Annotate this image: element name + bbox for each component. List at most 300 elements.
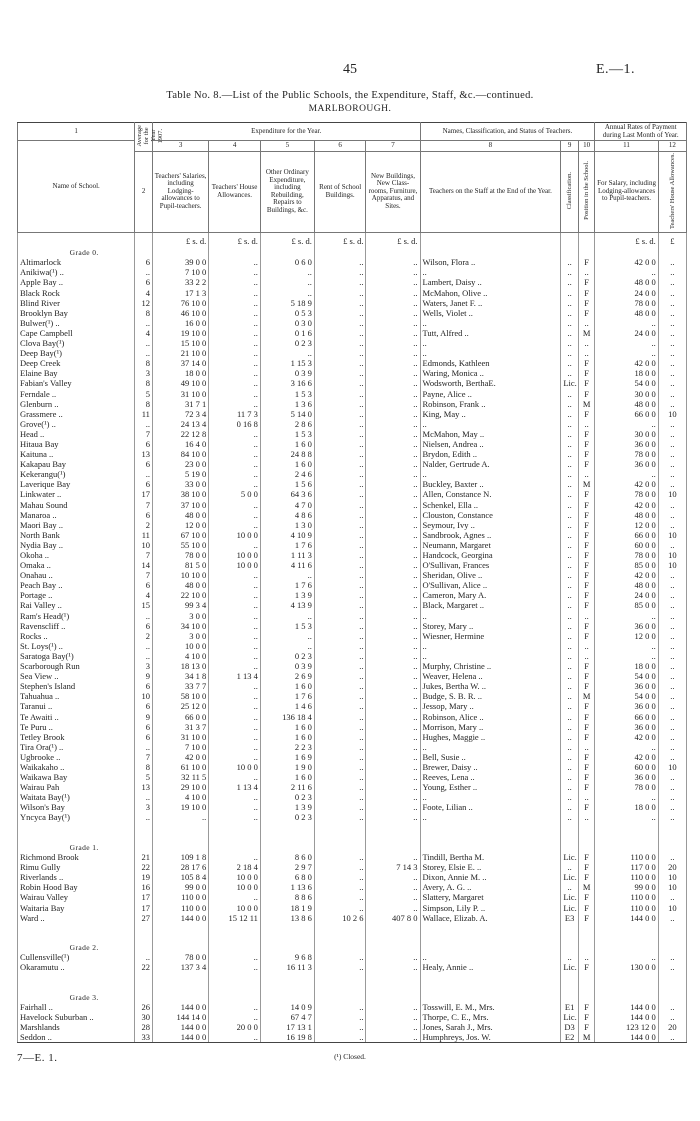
salaries-amount: 12 0 0 (152, 520, 208, 530)
average-attendance: .. (135, 339, 153, 349)
classification: .. (561, 490, 579, 500)
house-allowance-amount: .. (209, 268, 261, 278)
classification: Lic. (561, 963, 579, 973)
rent-amount: .. (314, 258, 366, 268)
other-expenditure-amount: 0 1 6 (260, 329, 314, 339)
school-name: Waitata Bay(¹) (18, 793, 135, 803)
teacher-name: Brydon, Edith .. (420, 450, 561, 460)
salary-rate: 48 0 0 (595, 581, 658, 591)
house-allowance-amount: .. (209, 379, 261, 389)
classification: .. (561, 329, 579, 339)
salary-rate: 12 0 0 (595, 520, 658, 530)
position: M (578, 399, 594, 409)
other-expenditure-amount: 0 2 3 (260, 652, 314, 662)
house-allowance-rate: .. (658, 268, 686, 278)
table-row (18, 1003, 687, 1013)
table-row (18, 692, 687, 702)
teacher-name: .. (420, 268, 561, 278)
table-row (18, 913, 687, 923)
rent-amount: .. (314, 732, 366, 742)
classification: .. (561, 419, 579, 429)
school-name: Riverlands .. (18, 873, 135, 883)
salaries-amount: 37 14 0 (152, 359, 208, 369)
header-col-4-number: 4 (209, 141, 261, 152)
school-name: Clova Bay(¹) (18, 339, 135, 349)
table-row (18, 642, 687, 652)
other-expenditure-amount: 5 14 0 (260, 409, 314, 419)
teacher-name: King, May .. (420, 409, 561, 419)
house-allowance-amount: 1 13 4 (209, 672, 261, 682)
house-allowance-rate: .. (658, 369, 686, 379)
new-buildings-amount: .. (366, 409, 420, 419)
rent-amount: .. (314, 893, 366, 903)
header-rates-group: Annual Rates of Payment during Last Month of Year. (595, 123, 687, 141)
position: .. (578, 268, 594, 278)
classification: .. (561, 531, 579, 541)
school-name: Seddon .. (18, 1033, 135, 1043)
teacher-name: McMahon, Olive .. (420, 288, 561, 298)
new-buildings-amount: .. (366, 369, 420, 379)
table-row (18, 652, 687, 662)
header-expenditure-group: Expenditure for the Year. (152, 123, 420, 141)
classification: .. (561, 288, 579, 298)
table-row (18, 682, 687, 692)
teacher-name: Sheridan, Olive .. (420, 571, 561, 581)
table-row (18, 369, 687, 379)
house-allowance-rate: .. (658, 470, 686, 480)
position: F (578, 531, 594, 541)
classification: .. (561, 642, 579, 652)
salary-rate: 54 0 0 (595, 672, 658, 682)
house-allowance-amount: 10 0 0 (209, 531, 261, 541)
salaries-amount: 24 13 4 (152, 419, 208, 429)
teacher-name: .. (420, 652, 561, 662)
classification: .. (561, 662, 579, 672)
table-row (18, 440, 687, 450)
house-allowance-amount: .. (209, 953, 261, 963)
salaries-amount: 144 14 0 (152, 1013, 208, 1023)
table-row (18, 893, 687, 903)
school-name: Stephen's Island (18, 682, 135, 692)
house-allowance-amount: .. (209, 631, 261, 641)
teacher-name: O'Sullivan, Frances (420, 561, 561, 571)
house-allowance-rate: .. (658, 732, 686, 742)
average-attendance: 6 (135, 581, 153, 591)
salaries-amount: 33 2 2 (152, 278, 208, 288)
salary-rate: 123 12 0 (595, 1023, 658, 1033)
table-row (18, 531, 687, 541)
position: F (578, 913, 594, 923)
school-name: Manaroa .. (18, 510, 135, 520)
rent-amount: .. (314, 793, 366, 803)
new-buildings-amount: .. (366, 611, 420, 621)
classification: .. (561, 359, 579, 369)
table-row (18, 409, 687, 419)
salaries-amount: 33 0 0 (152, 480, 208, 490)
header-salaries: Teachers' Salaries, including Lodging-allowances to Pupil-teachers. (152, 151, 208, 232)
table-row (18, 389, 687, 399)
teacher-name: Foote, Lilian .. (420, 803, 561, 813)
new-buildings-amount: .. (366, 783, 420, 793)
school-name: Deep Creek (18, 359, 135, 369)
classification: .. (561, 430, 579, 440)
header-house-allowances: Teachers' House Allowances. (209, 151, 261, 232)
teacher-name: Budge, S. B. R. .. (420, 692, 561, 702)
position: M (578, 1033, 594, 1043)
table-row (18, 520, 687, 530)
rent-amount: .. (314, 319, 366, 329)
salary-rate: .. (595, 349, 658, 359)
salary-rate: 60 0 0 (595, 763, 658, 773)
position: F (578, 873, 594, 883)
house-allowance-rate: 10 (658, 763, 686, 773)
table-row (18, 722, 687, 732)
new-buildings-amount: .. (366, 581, 420, 591)
new-buildings-amount: .. (366, 652, 420, 662)
salary-rate: 48 0 0 (595, 308, 658, 318)
table-row (18, 883, 687, 893)
other-expenditure-amount: 4 8 6 (260, 510, 314, 520)
salary-rate: 42 0 0 (595, 500, 658, 510)
position: F (578, 631, 594, 641)
new-buildings-amount: .. (366, 329, 420, 339)
house-allowance-rate: .. (658, 712, 686, 722)
position: F (578, 682, 594, 692)
position: F (578, 591, 594, 601)
school-name: Grove(¹) .. (18, 419, 135, 429)
salary-rate: 66 0 0 (595, 531, 658, 541)
salaries-amount: 48 0 0 (152, 510, 208, 520)
average-attendance: 13 (135, 450, 153, 460)
unit-label: £ s. d. (209, 232, 261, 246)
other-expenditure-amount: 1 3 6 (260, 399, 314, 409)
other-expenditure-amount: 1 5 6 (260, 480, 314, 490)
school-name: Peach Bay .. (18, 581, 135, 591)
classification: .. (561, 571, 579, 581)
position: F (578, 308, 594, 318)
salaries-amount: 78 0 0 (152, 953, 208, 963)
teacher-name: Hughes, Maggie .. (420, 732, 561, 742)
teacher-name: Simpson, Lily P. .. (420, 903, 561, 913)
salary-rate: 144 0 0 (595, 1013, 658, 1023)
rent-amount: .. (314, 712, 366, 722)
house-allowance-rate: .. (658, 591, 686, 601)
position: .. (578, 953, 594, 963)
new-buildings-amount: .. (366, 773, 420, 783)
new-buildings-amount: .. (366, 258, 420, 268)
salary-rate: 144 0 0 (595, 1003, 658, 1013)
house-allowance-rate: .. (658, 601, 686, 611)
house-allowance-amount: .. (209, 470, 261, 480)
average-attendance: 6 (135, 258, 153, 268)
house-allowance-rate: .. (658, 308, 686, 318)
table-row (18, 702, 687, 712)
house-allowance-rate: .. (658, 702, 686, 712)
house-allowance-rate: .. (658, 541, 686, 551)
classification: .. (561, 319, 579, 329)
average-attendance: 28 (135, 1023, 153, 1033)
average-attendance: .. (135, 268, 153, 278)
school-name: Waitaria Bay (18, 903, 135, 913)
salary-rate: 48 0 0 (595, 399, 658, 409)
region-heading: MARLBOROUGH. (308, 104, 392, 114)
new-buildings-amount: 7 14 3 (366, 863, 420, 873)
rent-amount: .. (314, 662, 366, 672)
other-expenditure-amount: 9 6 8 (260, 953, 314, 963)
other-expenditure-amount: 1 3 0 (260, 520, 314, 530)
rent-amount: .. (314, 702, 366, 712)
house-allowance-amount: .. (209, 652, 261, 662)
house-allowance-amount: .. (209, 339, 261, 349)
classification: .. (561, 783, 579, 793)
house-allowance-amount: .. (209, 329, 261, 339)
classification: Lic. (561, 873, 579, 883)
rent-amount: .. (314, 1023, 366, 1033)
house-allowance-amount: 5 0 0 (209, 490, 261, 500)
new-buildings-amount: .. (366, 702, 420, 712)
table-row (18, 510, 687, 520)
new-buildings-amount: .. (366, 480, 420, 490)
rent-amount: .. (314, 490, 366, 500)
other-expenditure-amount: 0 5 3 (260, 308, 314, 318)
table-row (18, 359, 687, 369)
other-expenditure-amount: 136 18 4 (260, 712, 314, 722)
salaries-amount: 39 0 0 (152, 258, 208, 268)
other-expenditure-amount: 2 11 6 (260, 783, 314, 793)
salaries-amount: 99 3 4 (152, 601, 208, 611)
other-expenditure-amount: 1 6 0 (260, 732, 314, 742)
table-row (18, 319, 687, 329)
salary-rate: 36 0 0 (595, 682, 658, 692)
other-expenditure-amount: 64 3 6 (260, 490, 314, 500)
new-buildings-amount: .. (366, 551, 420, 561)
rent-amount: .. (314, 601, 366, 611)
teacher-name: .. (420, 813, 561, 823)
position: F (578, 581, 594, 591)
new-buildings-amount: .. (366, 621, 420, 631)
salaries-amount: 33 7 7 (152, 682, 208, 692)
salaries-amount: 99 0 0 (152, 883, 208, 893)
house-allowance-rate: 10 (658, 873, 686, 883)
average-attendance: 2 (135, 520, 153, 530)
salaries-amount: 23 0 0 (152, 460, 208, 470)
average-attendance: 14 (135, 561, 153, 571)
average-attendance: 6 (135, 682, 153, 692)
table-row (18, 631, 687, 641)
table-row (18, 783, 687, 793)
house-allowance-amount: .. (209, 500, 261, 510)
table-row (18, 662, 687, 672)
average-attendance: 7 (135, 430, 153, 440)
other-expenditure-amount: 67 4 7 (260, 1013, 314, 1023)
house-allowance-rate: .. (658, 753, 686, 763)
new-buildings-amount: .. (366, 712, 420, 722)
rent-amount: .. (314, 561, 366, 571)
new-buildings-amount: .. (366, 288, 420, 298)
average-attendance: 8 (135, 379, 153, 389)
teacher-name: Murphy, Christine .. (420, 662, 561, 672)
new-buildings-amount: .. (366, 742, 420, 752)
average-attendance: .. (135, 611, 153, 621)
position: .. (578, 642, 594, 652)
table-row (18, 712, 687, 722)
teacher-name: Clouston, Constance (420, 510, 561, 520)
table-row (18, 621, 687, 631)
house-allowance-rate: .. (658, 329, 686, 339)
salaries-amount: 55 10 0 (152, 541, 208, 551)
house-allowance-amount: .. (209, 813, 261, 823)
average-attendance: 4 (135, 591, 153, 601)
new-buildings-amount: .. (366, 591, 420, 601)
average-attendance: 6 (135, 732, 153, 742)
school-name: Grassmere .. (18, 409, 135, 419)
house-allowance-amount: 1 13 4 (209, 783, 261, 793)
table-row (18, 611, 687, 621)
position: F (578, 359, 594, 369)
rent-amount: .. (314, 611, 366, 621)
table-row (18, 1013, 687, 1023)
teacher-name: Thorpe, C. E., Mrs. (420, 1013, 561, 1023)
school-name: Rocks .. (18, 631, 135, 641)
salary-rate: .. (595, 611, 658, 621)
average-attendance: .. (135, 642, 153, 652)
position: F (578, 601, 594, 611)
house-allowance-rate: .. (658, 853, 686, 863)
spacer-row (18, 973, 687, 991)
teacher-name: Tindill, Bertha M. (420, 853, 561, 863)
salary-rate: 36 0 0 (595, 773, 658, 783)
salaries-amount: 7 10 0 (152, 268, 208, 278)
house-allowance-rate: .. (658, 963, 686, 973)
classification: .. (561, 621, 579, 631)
table-row (18, 298, 687, 308)
header-col-12-number: 12 (658, 141, 686, 152)
footnote: (¹) Closed. (334, 1052, 366, 1061)
table-row (18, 903, 687, 913)
average-attendance: .. (135, 813, 153, 823)
position: .. (578, 349, 594, 359)
school-name: Waikawa Bay (18, 773, 135, 783)
classification: .. (561, 601, 579, 611)
classification: .. (561, 813, 579, 823)
table-row (18, 430, 687, 440)
table-row (18, 732, 687, 742)
average-attendance: 3 (135, 803, 153, 813)
teacher-name: Robinson, Frank .. (420, 399, 561, 409)
rent-amount: .. (314, 722, 366, 732)
teacher-name: Wallace, Elizab. A. (420, 913, 561, 923)
average-attendance: 11 (135, 409, 153, 419)
school-name: Ugbrooke .. (18, 753, 135, 763)
new-buildings-amount: 407 8 0 (366, 913, 420, 923)
rent-amount: .. (314, 288, 366, 298)
rent-amount: .. (314, 883, 366, 893)
average-attendance: 22 (135, 863, 153, 873)
school-name: North Bank (18, 531, 135, 541)
teacher-name: .. (420, 793, 561, 803)
rent-amount: .. (314, 631, 366, 641)
house-allowance-amount: 10 0 0 (209, 903, 261, 913)
salary-rate: 18 0 0 (595, 369, 658, 379)
house-allowance-rate: .. (658, 682, 686, 692)
average-attendance: 3 (135, 369, 153, 379)
house-allowance-amount: 10 0 0 (209, 883, 261, 893)
teacher-name: Robinson, Alice .. (420, 712, 561, 722)
salaries-amount: 17 1 3 (152, 288, 208, 298)
average-attendance: 10 (135, 541, 153, 551)
salaries-amount: 19 10 0 (152, 803, 208, 813)
average-attendance: 15 (135, 601, 153, 611)
rent-amount: .. (314, 1003, 366, 1013)
other-expenditure-amount: .. (260, 278, 314, 288)
position: F (578, 662, 594, 672)
school-name: Sea View .. (18, 672, 135, 682)
house-allowance-amount: .. (209, 591, 261, 601)
rent-amount: .. (314, 551, 366, 561)
average-attendance: 11 (135, 531, 153, 541)
other-expenditure-amount: .. (260, 349, 314, 359)
other-expenditure-amount: .. (260, 611, 314, 621)
salaries-amount: 67 10 0 (152, 531, 208, 541)
average-attendance: 17 (135, 490, 153, 500)
house-allowance-rate: .. (658, 319, 686, 329)
house-allowance-amount: .. (209, 722, 261, 732)
salary-rate: 85 0 0 (595, 601, 658, 611)
classification: .. (561, 298, 579, 308)
average-attendance: 4 (135, 288, 153, 298)
house-allowance-amount: .. (209, 753, 261, 763)
other-expenditure-amount: 1 5 3 (260, 621, 314, 631)
schools-table (17, 122, 687, 1043)
rent-amount: .. (314, 541, 366, 551)
classification: .. (561, 268, 579, 278)
salary-rate: 110 0 0 (595, 873, 658, 883)
house-allowance-amount: .. (209, 1033, 261, 1043)
table-row (18, 863, 687, 873)
classification: E1 (561, 1003, 579, 1013)
salaries-amount: 4 10 0 (152, 793, 208, 803)
teacher-name: Brewer, Daisy .. (420, 763, 561, 773)
salaries-amount: 37 10 0 (152, 500, 208, 510)
school-name: Ferndale .. (18, 389, 135, 399)
classification: D3 (561, 1023, 579, 1033)
teacher-name: Nalder, Gertrude A. (420, 460, 561, 470)
new-buildings-amount: .. (366, 298, 420, 308)
unit-label: £ s. d. (366, 232, 420, 246)
teacher-name: Humphreys, Jos. W. (420, 1033, 561, 1043)
salary-rate: 48 0 0 (595, 278, 658, 288)
salaries-amount: 76 10 0 (152, 298, 208, 308)
other-expenditure-amount: 13 8 6 (260, 913, 314, 923)
house-allowance-amount: 15 12 11 (209, 913, 261, 923)
salaries-amount: 105 8 4 (152, 873, 208, 883)
position: F (578, 963, 594, 973)
house-allowance-rate: 10 (658, 561, 686, 571)
teacher-name: Weaver, Helena .. (420, 672, 561, 682)
classification: Lic. (561, 1013, 579, 1023)
new-buildings-amount: .. (366, 813, 420, 823)
other-expenditure-amount: 24 8 8 (260, 450, 314, 460)
header-col-5-number: 5 (260, 141, 314, 152)
rent-amount: .. (314, 460, 366, 470)
new-buildings-amount: .. (366, 460, 420, 470)
table-row (18, 753, 687, 763)
new-buildings-amount: .. (366, 732, 420, 742)
rent-amount: .. (314, 1013, 366, 1023)
house-allowance-rate: .. (658, 642, 686, 652)
rent-amount: .. (314, 773, 366, 783)
house-allowance-amount: .. (209, 773, 261, 783)
